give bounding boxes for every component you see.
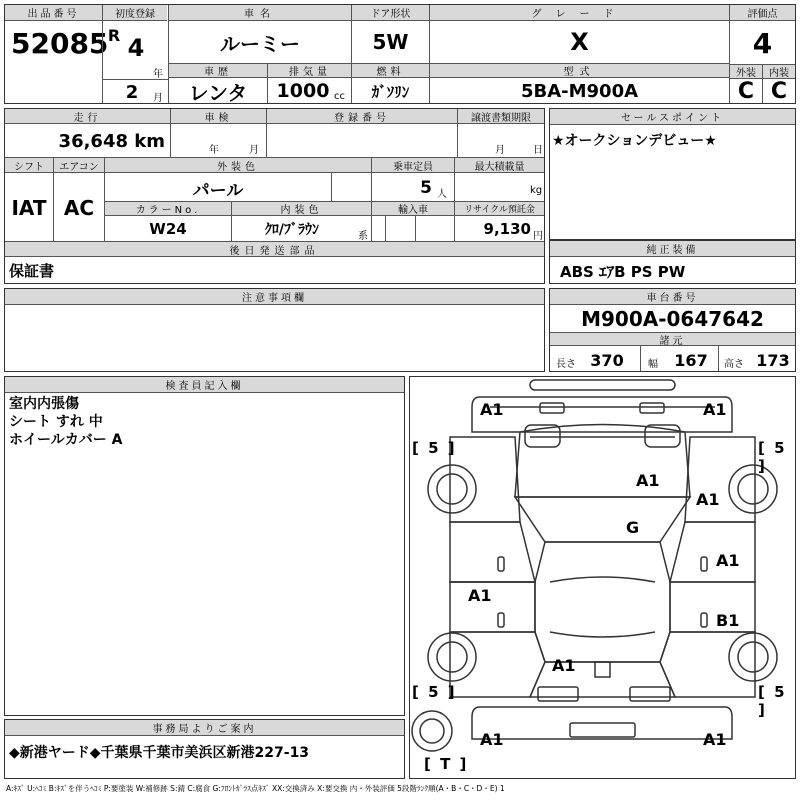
exterior-grade: C <box>737 79 755 104</box>
model-label: 車名 <box>169 5 351 21</box>
inspector-block <box>4 376 405 716</box>
fuel: ｶﾞｿﾘﾝ <box>371 82 410 101</box>
chassis-label: 車台番号 <box>550 289 795 305</box>
lot-number-label: 出品番号 <box>5 5 102 21</box>
damage-mark: A1 <box>696 490 720 509</box>
recycle-fee: 9,130 <box>483 220 531 238</box>
displacement: 1000 <box>276 80 330 102</box>
width: 167 <box>674 350 708 370</box>
exterior-label: 外装 <box>730 65 762 79</box>
damage-mark: A1 <box>480 400 504 419</box>
import-label: 輸入車 <box>372 202 454 216</box>
door-type: 5W <box>372 30 409 54</box>
type-label: 型式 <box>430 64 729 78</box>
sales-point-label: セールスポイント <box>550 109 795 125</box>
capacity-unit: 人 <box>437 189 447 200</box>
interior-unit: 系 <box>358 231 368 242</box>
equipment-label: 純正装備 <box>550 241 795 257</box>
damage-mark: A1 <box>552 656 576 675</box>
interior-color: ｸﾛ/ﾌﾞﾗｳﾝ <box>264 222 320 238</box>
damage-mark: A1 <box>468 586 492 605</box>
score: 4 <box>752 26 773 60</box>
fuel-label: 燃料 <box>352 64 429 78</box>
height-label: 高さ <box>724 359 744 370</box>
model-name: ルーミー <box>220 31 300 56</box>
transfer-deadline-label: 譲渡書類期限 <box>458 109 544 124</box>
damage-mark: A1 <box>636 471 660 490</box>
era: R <box>107 25 121 45</box>
chassis-block <box>549 288 796 372</box>
capacity-label: 乗車定員 <box>372 158 454 173</box>
office-info: ◆新港ヤード◆千葉県千葉市美浜区新港227-13 <box>9 745 310 761</box>
mileage-label: 走行 <box>5 109 170 124</box>
capacity: 5 <box>420 178 432 198</box>
inspection-year-unit: 年 <box>209 145 219 156</box>
door-type-label: ドア形状 <box>352 5 429 21</box>
recycle-unit: 円 <box>533 231 543 242</box>
exterior-color: パール <box>192 180 244 201</box>
length-label: 長さ <box>556 359 576 370</box>
month-unit: 月 <box>153 93 163 104</box>
later-parts: 保証書 <box>9 261 55 280</box>
later-parts-label: 後日発送部品 <box>5 242 544 257</box>
spare-tire: [ T ] <box>424 755 469 773</box>
inspector-line: シート すれ 中 <box>9 414 103 430</box>
details-block <box>4 108 545 284</box>
height: 173 <box>756 350 790 370</box>
office-label: 事務局よりご案内 <box>5 720 404 736</box>
damage-mark: A1 <box>703 730 727 749</box>
max-load-label: 最大積載量 <box>455 158 544 173</box>
interior-color-label: 内装色 <box>232 202 371 216</box>
damage-mark: B1 <box>716 611 740 630</box>
registration-year: 4 <box>127 34 145 62</box>
transfer-day-unit: 日 <box>533 145 543 156</box>
shift-label: シフト <box>5 158 53 173</box>
damage-mark: A1 <box>716 551 740 570</box>
transfer-month-unit: 月 <box>495 145 505 156</box>
registration-month: 2 <box>125 81 139 103</box>
tire-tread-front-left: [ 5 ] <box>412 439 457 457</box>
registration-number-label: 登録番号 <box>267 109 457 124</box>
office-block <box>4 719 405 779</box>
top-info-block <box>4 4 796 104</box>
displacement-unit: cc <box>334 91 345 102</box>
score-label: 評価点 <box>730 5 795 21</box>
dimensions-label: 諸元 <box>550 332 795 346</box>
history-label: 車歴 <box>169 64 267 78</box>
chassis-number: M900A-0647642 <box>581 307 764 331</box>
damage-mark: A1 <box>480 730 504 749</box>
inspector-line: 室内内張傷 <box>9 396 79 412</box>
car-outline-drawing <box>410 377 795 778</box>
grade: X <box>570 28 589 56</box>
ac-label: エアコン <box>54 158 104 173</box>
vehicle-history: レンタ <box>188 80 248 105</box>
color-number: W24 <box>149 220 187 238</box>
inspector-line: ホイールカバー A <box>9 432 123 448</box>
damage-diagram <box>409 376 796 779</box>
model-type: 5BA-M900A <box>520 80 639 102</box>
inspector-label: 検査員記入欄 <box>5 377 404 393</box>
lot-number: 52085 <box>11 26 109 60</box>
recycle-label: リサイクル預託金 <box>455 202 544 216</box>
grade-label: グレード <box>430 5 729 21</box>
equipment: ABS ｴｱB PS PW <box>560 262 686 281</box>
mileage: 36,648 km <box>58 130 165 152</box>
first-registration-label: 初度登録 <box>103 5 167 21</box>
inspection-month-unit: 月 <box>249 145 259 156</box>
legend: A:ｷｽﾞ U:ﾍｺﾐ B:ｷｽﾞを伴うﾍｺﾐ P:要塗装 W:補修跡 S:錆 C:腐食 G:ﾌﾛﾝﾄｶﾞﾗｽ点ｷｽﾞ XX:交換済み X:要交換 内・外装評価 5段階ﾗﾝｸ順(A・B・C・D・E) 1 <box>6 784 505 793</box>
length: 370 <box>590 350 624 370</box>
tire-tread-rear-right: [ 5 ] <box>758 683 787 719</box>
notes-label: 注意事項欄 <box>5 289 544 305</box>
sales-point: ★オークションデビュー★ <box>552 133 717 149</box>
displacement-label: 排気量 <box>268 64 352 78</box>
color-number-label: カラーNo. <box>105 202 231 216</box>
notes-block <box>4 288 545 372</box>
interior-label: 内装 <box>763 65 795 79</box>
inspection-label: 車検 <box>171 109 266 124</box>
tire-tread-rear-left: [ 5 ] <box>412 683 457 701</box>
interior-grade: C <box>770 79 788 104</box>
shift: IAT <box>11 196 47 220</box>
tire-tread-front-right: [ 5 ] <box>758 439 787 475</box>
damage-mark: A1 <box>703 400 727 419</box>
air-conditioner: AC <box>63 196 95 220</box>
damage-mark: G <box>626 518 640 537</box>
width-label: 幅 <box>648 359 658 370</box>
equipment-block <box>549 240 796 284</box>
sales-point-block <box>549 108 796 240</box>
load-unit: kg <box>530 185 543 196</box>
year-unit: 年 <box>153 69 163 80</box>
color-label: 外装色 <box>105 158 371 173</box>
